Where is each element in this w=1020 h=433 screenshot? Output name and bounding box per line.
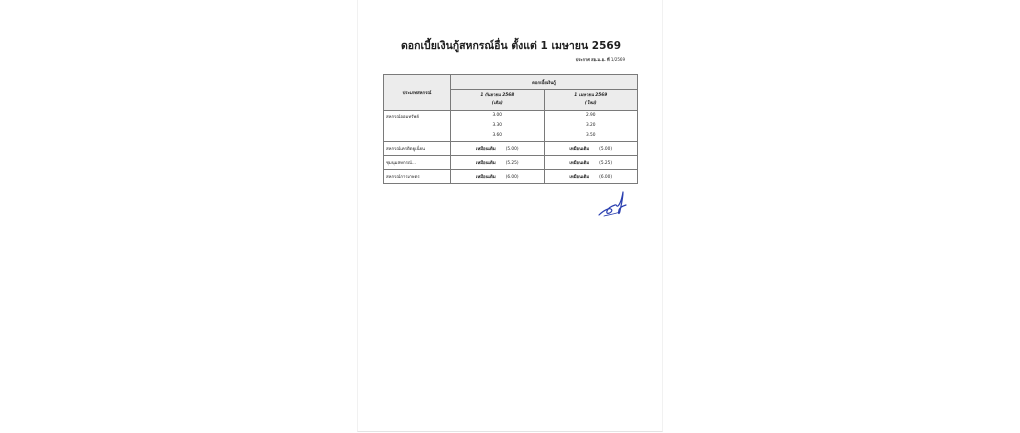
new-rate [544, 170, 638, 184]
new-rate [544, 156, 638, 170]
old-rate [451, 156, 545, 170]
reference-number: 1/2569 [610, 57, 625, 62]
table-row [384, 170, 638, 184]
rate-value: 3.60 [492, 133, 503, 138]
unchanged-label: เหมือนเดิม [475, 175, 496, 180]
rate-value: 3.50 [585, 133, 596, 138]
document-page [357, 0, 663, 432]
announcement-reference [576, 56, 625, 63]
new-rates [544, 111, 638, 142]
header-loan-interest: ดอกเบี้ยเงินกู้ [451, 75, 638, 90]
cooperative-type: สหกรณ์การเกษตร [384, 170, 451, 184]
interest-rate-table [383, 74, 638, 184]
rate-value: 2.90 [585, 113, 596, 118]
rate-value: (5.25) [505, 161, 519, 166]
header-cooperative-type: ประเภทสหกรณ์ [384, 75, 451, 111]
unchanged-label: เหมือนเดิม [475, 161, 496, 166]
unchanged-label: เหมือนเดิม [569, 147, 590, 152]
table-row [384, 142, 638, 156]
header-period-new [544, 90, 638, 111]
header-period-old [451, 90, 545, 111]
rate-value: (6.00) [599, 175, 613, 180]
rate-value: (5.25) [599, 161, 613, 166]
signature-icon [596, 188, 630, 220]
rate-value: 3.00 [492, 113, 503, 118]
rate-value: (5.00) [599, 147, 613, 152]
document-title: ดอกเบี้ยเงินกู้สหกรณ์อื่น ตั้งแต่ 1 เมษายน 2569 [400, 40, 622, 52]
unchanged-label: เหมือนเดิม [569, 161, 590, 166]
period-new-date: 1 เมษายน 2569 [574, 93, 608, 99]
new-rate [544, 142, 638, 156]
cooperative-type: สหกรณ์ออมทรัพย์ [384, 111, 451, 142]
rate-value: (5.00) [505, 147, 519, 152]
cooperative-type: สหกรณ์เครดิตยูเนี่ยน [384, 142, 451, 156]
period-old-date: 1 กันยายน 2568 [480, 93, 515, 99]
rate-value: 3.20 [585, 123, 596, 128]
table-row [384, 111, 638, 142]
unchanged-label: เหมือนเดิม [569, 175, 590, 180]
rate-value: 3.30 [492, 123, 503, 128]
old-rate [451, 170, 545, 184]
period-old-note: (เดิม) [491, 101, 503, 107]
rate-value: (6.00) [505, 175, 519, 180]
reference-label: ประกาศ สอ.ม.อ. ที่ [575, 57, 610, 62]
table-row [384, 156, 638, 170]
old-rates [451, 111, 545, 142]
cooperative-type: ชุมนุมสหกรณ์... [384, 156, 451, 170]
unchanged-label: เหมือนเดิม [475, 147, 496, 152]
old-rate [451, 142, 545, 156]
period-new-note: (ใหม่) [584, 101, 597, 107]
